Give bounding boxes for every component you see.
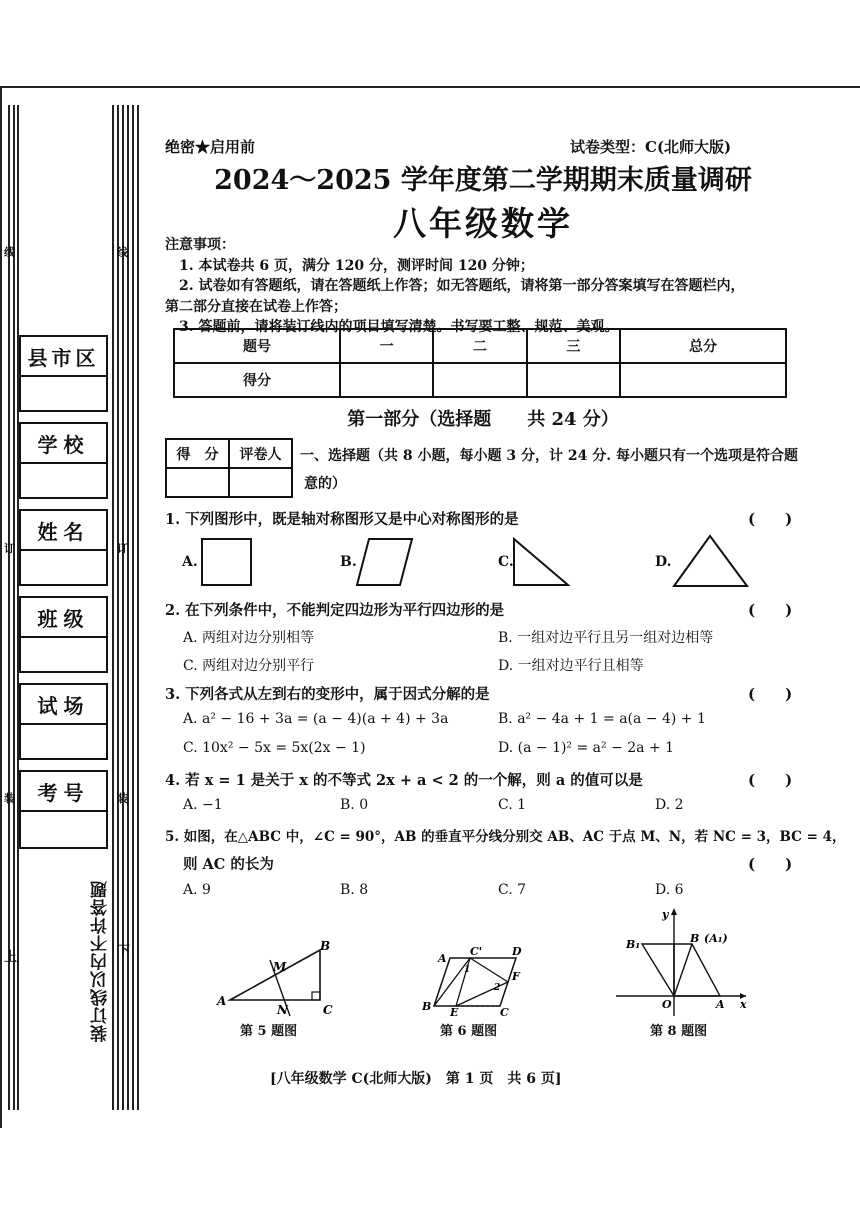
q4-option-a: A. −1	[183, 797, 223, 813]
q1-option-a-square[interactable]	[200, 537, 254, 587]
fig6-label-1: 1	[464, 965, 471, 975]
q2-option-b: B. 一组对边平行且另一组对边相等	[498, 630, 714, 646]
field-name-label: 姓名	[21, 511, 106, 551]
binding-mark-bind-left: 装	[4, 792, 15, 805]
q2-answer-paren[interactable]: ( )	[748, 601, 793, 619]
fig8-label-a1: (A₁)	[704, 932, 728, 945]
confidential-label: 绝密★启用前	[165, 138, 256, 156]
figure-8	[612, 904, 752, 1016]
q1-option-c-right-triangle[interactable]	[512, 537, 572, 589]
fig5-label-b: B	[320, 939, 331, 953]
q2-stem: 2. 在下列条件中，不能判定四边形为平行四边形的是	[165, 602, 505, 619]
grader-score-cell[interactable]	[166, 468, 229, 497]
grader-name-header: 评卷人	[229, 439, 292, 468]
binding-mark-order-left: 订	[4, 542, 15, 555]
exam-title: 2024～2025 学年度第二学期期末质量调研	[214, 165, 752, 196]
paper-type: 试卷类型：C(北师大版)	[570, 138, 732, 156]
section1-instructions	[300, 442, 800, 498]
binding-mark-bind-right: 装	[117, 792, 128, 805]
figure-8-caption: 第 8 题图	[650, 1024, 708, 1039]
notes-heading: 注意事项：	[165, 237, 235, 253]
binding-mark-line-right: 线	[117, 246, 128, 259]
fig6-label-c: C	[500, 1006, 509, 1016]
q3-option-a: A. a² − 16 + 3a = (a − 4)(a + 4) + 3a	[183, 711, 449, 727]
q4-option-d: D. 2	[655, 797, 684, 813]
score-cell[interactable]	[620, 363, 786, 397]
q5-option-d: D. 6	[655, 882, 684, 898]
notes-item-2: 2. 试卷如有答题纸，请在答题纸上作答；如无答题纸，请将第一部分答案填写在答题栏内，	[179, 278, 745, 294]
fig5-label-n: N	[277, 1003, 288, 1017]
grader-name-cell[interactable]	[229, 468, 292, 497]
grader-score-header: 得 分	[166, 439, 229, 468]
q4-answer-paren[interactable]: ( )	[748, 771, 793, 789]
part1-title: 第一部分（选择题 共 24 分）	[347, 409, 619, 430]
field-name[interactable]	[19, 509, 108, 586]
binding-mark-line-left: 线	[4, 246, 15, 259]
q4-option-c: C. 1	[498, 797, 527, 813]
fig5-label-c: C	[323, 1003, 333, 1017]
field-exam-number[interactable]	[19, 770, 108, 849]
fig8-label-y: y	[662, 908, 669, 921]
q1-option-d-equilateral-triangle[interactable]	[672, 534, 750, 590]
fig6-label-c-prime: C'	[470, 945, 483, 958]
q3-option-d: D. (a − 1)² = a² − 2a + 1	[498, 740, 675, 756]
score-row-label: 得分	[174, 363, 340, 397]
field-exam-room-label: 试场	[21, 685, 106, 725]
binding-mark-order-right: 订	[117, 542, 128, 555]
figure-6-caption: 第 6 题图	[440, 1024, 498, 1039]
figure-5	[215, 938, 340, 1018]
q5-option-b: B. 8	[340, 882, 369, 898]
field-county[interactable]	[19, 335, 108, 412]
page-footer: [八年级数学 C(北师大版) 第 1 页 共 6 页]	[270, 1071, 562, 1087]
q1-stem: 1. 下列图形中，既是轴对称图形又是中心对称图形的是	[165, 511, 519, 528]
field-class[interactable]	[19, 596, 108, 673]
q5-option-c: C. 7	[498, 882, 527, 898]
binding-down: 下	[117, 944, 131, 959]
score-header-total: 总分	[620, 329, 786, 363]
q2-option-d: D. 一组对边平行且相等	[498, 658, 644, 674]
score-table	[173, 328, 787, 398]
score-header-number: 题号	[174, 329, 340, 363]
q5-answer-paren[interactable]: ( )	[748, 855, 793, 873]
grader-table	[165, 438, 293, 498]
fig6-label-f: F	[512, 970, 520, 983]
score-cell[interactable]	[527, 363, 620, 397]
q5-option-a: A. 9	[183, 882, 211, 898]
q5-stem-cont: 则 AC 的长为	[183, 856, 274, 873]
fig6-label-d: D	[512, 945, 522, 958]
q3-stem: 3. 下列各式从左到右的变形中，属于因式分解的是	[165, 686, 490, 703]
q3-answer-paren[interactable]: ( )	[748, 685, 793, 703]
field-county-label: 县市区	[21, 337, 106, 377]
notes-item-2-cont: 第二部分直接在试卷上作答；	[165, 298, 347, 315]
notes	[165, 235, 805, 338]
figure-6	[420, 944, 535, 1016]
notes-item-1: 1. 本试卷共 6 页，满分 120 分，测评时间 120 分钟；	[179, 257, 534, 274]
field-school[interactable]	[19, 422, 108, 499]
section1-line2: 意的）	[304, 476, 346, 492]
q5-stem: 5. 如图，在△ABC 中，∠C = 90°，AB 的垂直平分线分别交 AB、AC 于点 M、N，若 NC = 3，BC = 4，	[165, 829, 846, 845]
score-header-1: 一	[340, 329, 433, 363]
q4-option-b: B. 0	[340, 797, 369, 813]
field-school-label: 学校	[21, 424, 106, 464]
binding-up: 上	[4, 950, 18, 965]
fig6-label-2: 2	[494, 983, 501, 993]
fig8-label-a: A	[716, 998, 725, 1011]
fig6-label-a: A	[438, 952, 447, 965]
q1-option-a-label: A.	[182, 554, 198, 570]
fig6-label-b: B	[422, 1000, 432, 1013]
q3-option-c: C. 10x² − 5x = 5x(2x − 1)	[183, 740, 366, 756]
field-exam-number-label: 考号	[21, 772, 106, 812]
fig8-label-b: B	[690, 932, 700, 945]
fig5-label-m: M	[273, 960, 287, 974]
fig8-label-b1: B₁	[626, 938, 641, 951]
section1-line1: 一、选择题（共 8 小题，每小题 3 分，计 24 分. 每小题只有一个选项是符合题	[300, 448, 798, 464]
score-header-2: 二	[433, 329, 526, 363]
q3-option-b: B. a² − 4a + 1 = a(a − 4) + 1	[498, 711, 706, 727]
q1-option-c-label: C.	[498, 554, 514, 570]
q1-option-b-label: B.	[340, 554, 357, 570]
q1-option-d-label: D.	[655, 554, 672, 570]
field-exam-room[interactable]	[19, 683, 108, 760]
binding-warning: 装订线以内不许答题	[91, 880, 111, 1042]
fig8-label-o: O	[662, 998, 672, 1011]
score-header-3: 三	[527, 329, 620, 363]
q1-option-b-parallelogram[interactable]	[355, 537, 415, 587]
fig5-label-a: A	[217, 994, 227, 1008]
q4-stem: 4. 若 x = 1 是关于 x 的不等式 2x + a < 2 的一个解，则 a 的值可以是	[165, 772, 643, 789]
notes-item-3: 3. 答题前，请将装订线内的项目填写清楚。书写要工整、规范、美观。	[179, 319, 619, 335]
subject-title: 八年级数学	[393, 204, 573, 243]
score-cell[interactable]	[340, 363, 433, 397]
fig6-label-e: E	[450, 1006, 459, 1016]
field-class-label: 班级	[21, 598, 106, 638]
figure-5-caption: 第 5 题图	[240, 1024, 298, 1039]
q1-answer-paren[interactable]: ( )	[748, 510, 793, 528]
fig8-label-x: x	[740, 998, 747, 1011]
q2-option-c: C. 两组对边分别平行	[183, 658, 315, 674]
q2-option-a: A. 两组对边分别相等	[183, 630, 315, 646]
score-cell[interactable]	[433, 363, 526, 397]
